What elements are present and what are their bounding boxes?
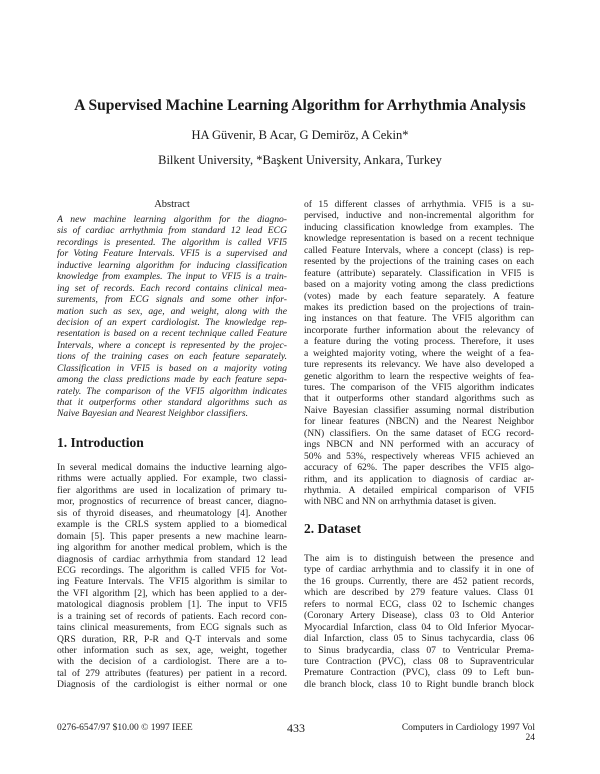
text-line: resentation is based on a recent technique called Feature: [57, 328, 287, 340]
text-line: tures. The comparison of the VFI5 algorithm indicates: [304, 382, 534, 393]
text-line: surements, from ECG signals and some other infor-: [57, 294, 287, 306]
text-line: the 16 groups. Currently, there are 452 patient records,: [304, 575, 534, 587]
text-line: rithms were actually applied. For example, two classi-: [57, 473, 287, 485]
text-line: for Voting Feature Intervals. VFI5 is a supervised and: [57, 248, 287, 260]
text-line: based on a majority voting among the class predictions: [304, 279, 534, 291]
text-line: ture Contraction (PVC), class 08 to Supraventricular: [304, 655, 534, 667]
text-line: which are described by 279 feature values. Class 01: [304, 587, 534, 599]
copyright-footer: 0276-6547/97 $10.00 © 1997 IEEE: [57, 723, 193, 733]
text-line: ing algorithm for another medical problem, which is the: [57, 542, 287, 554]
introduction-body: [57, 462, 287, 691]
text-line: mor, prognostics of recurrence of breast cancer, diagno-: [57, 496, 287, 508]
text-line: Classification in VFI5 is based on a majority voting: [57, 362, 287, 374]
text-line: (votes) made by each feature separately. A feature: [304, 290, 534, 302]
text-line: is a training set of records of patients. Each record con-: [57, 610, 287, 622]
page-number: 433: [287, 721, 305, 735]
text-line: Naive Bayesian and Nearest Neighbor classifiers.: [57, 408, 248, 420]
text-line: makes its prediction based on the projections of train-: [304, 301, 534, 313]
text-line: (Coronary Artery Disease), class 03 to Old Anterior: [304, 610, 534, 622]
text-line: rithm, and its application to diagnosis of cardiac ar-: [304, 473, 534, 485]
text-line: dial Infarction, class 05 to Sinus tachycardia, class 06: [304, 633, 534, 645]
text-line: decision of an expert cardiologist. The knowledge rep-: [57, 316, 287, 328]
text-line: with NBC and NN on arrhythmia dataset is given.: [304, 496, 497, 508]
text-line: genetic algorithm to learn the respective weights of fea-: [304, 370, 534, 382]
text-line: called Feature Intervals, where a concept (class) is rep-: [304, 244, 534, 256]
abstract-body: [57, 214, 287, 420]
text-line: ture represents its relevancy. We have also developed a: [304, 359, 534, 371]
text-line: with the decision of a cardiologist. There are a to-: [57, 656, 287, 668]
text-line: diagnosis of cardiac arrhythmia from standard 12 lead: [57, 553, 287, 565]
affiliation: Bilkent University, *Başkent University, Ankara, Turkey: [158, 153, 442, 167]
text-line: ings NBCN and NN performed with an accuracy of: [304, 439, 534, 451]
text-line: tal of 279 attributes (features) per patient in a record.: [57, 667, 287, 679]
text-line: dle branch block, class 10 to Right bundle branch block: [304, 678, 534, 690]
text-line: pervised, inductive and non-incremental algorithm for: [304, 210, 534, 222]
text-line: recordings is presented. The algorithm is called VFI5: [57, 236, 287, 248]
text-line: of 15 different classes of arrhythmia. VFI5 is a su-: [304, 199, 534, 210]
text-line: ing instances on that feature. The VFI5 algorithm can: [304, 313, 534, 325]
text-line: inducing classification knowledge from examples. The: [304, 221, 534, 233]
text-line: sis of thyroid diseases, and rheumatology [4]. Another: [57, 507, 287, 519]
text-line: QRS duration, RR, P-R and Q-T intervals and some: [57, 633, 287, 645]
text-line: In several medical domains the inductive learning algo-: [57, 462, 287, 473]
text-line: accuracy of 62%. The paper describes the VFI5 algo-: [304, 462, 534, 474]
text-line: tains clinical measurements, from ECG signals such as: [57, 622, 287, 634]
text-line: ing set of records. Each record contains clinical mea-: [57, 282, 287, 294]
paper-title: A Supervised Machine Learning Algorithm for Arrhythmia Analysis: [74, 97, 526, 114]
text-line: example is the CRLS system applied to a biomedical: [57, 519, 287, 531]
text-line: a weighted majority voting, where the weight of a fea-: [304, 347, 534, 359]
text-line: feature (attribute) separately. Classification in VFI5 is: [304, 267, 534, 279]
text-line: knowledge from examples. The input to VFI5 is a train-: [57, 271, 287, 283]
dataset-body: [304, 553, 534, 690]
dataset-heading: 2. Dataset: [304, 521, 361, 536]
text-line: that it outperforms other standard algorithms such as: [304, 393, 534, 405]
text-line: matological diagnosis problem [1]. The input to VFI5: [57, 599, 287, 611]
text-line: mation such as sex, age, and weight, along with the: [57, 305, 287, 317]
text-line: tions of the training cases on each feature separately.: [57, 351, 287, 363]
introduction-continued-body: [304, 199, 534, 508]
text-line: the VFI algorithm [2], which has been applied to a der-: [57, 587, 287, 599]
text-line: Naive Bayesian classifier assuming normal distribution: [304, 404, 534, 416]
text-line: (NN) classifiers. On the same dataset of ECG record-: [304, 427, 534, 439]
text-line: sis of cardiac arrhythmia from standard 12 lead ECG: [57, 225, 287, 237]
text-line: inductive learning algorithm for inducing classification: [57, 259, 287, 271]
text-line: among the class predictions made by each feature sepa-: [57, 374, 287, 386]
text-line: Intervals, where a concept is represented by the projec-: [57, 339, 287, 351]
text-line: to Sinus bradycardia, class 07 to Ventricular Prema-: [304, 644, 534, 656]
text-line: ing Feature Intervals. The VFI5 algorithm is similar to: [57, 576, 287, 588]
text-line: The aim is to distinguish between the presence and: [304, 553, 534, 564]
text-line: resented by the projections of the training cases on each: [304, 256, 534, 268]
text-line: A new machine learning algorithm for the diagno-: [57, 214, 287, 225]
text-line: rhythmia. A detailed empirical comparison of VFI5: [304, 484, 534, 496]
text-line: Premature Contraction (PVC), class 09 to Left bun-: [304, 667, 534, 679]
abstract-heading: Abstract: [154, 199, 190, 210]
text-line: Diagnosis of the cardiologist is either normal or one: [57, 679, 287, 691]
text-line: domain [5]. This paper presents a new machine learn-: [57, 530, 287, 542]
text-line: that it outperforms other standard algorithms such as: [57, 397, 287, 408]
text-line: for linear features (NBCN) and the Nearest Neighbor: [304, 416, 534, 428]
author-list: HA Güvenir, B Acar, G Demiröz, A Cekin*: [191, 128, 409, 142]
text-line: refers to normal ECG, class 02 to Ischemic changes: [304, 598, 534, 610]
text-line: ECG recordings. The algorithm is called VFI5 for Vot-: [57, 564, 287, 576]
text-line: a feature during the voting process. Therefore, it uses: [304, 336, 534, 348]
text-line: rately. The comparison of the VFI5 algorithm indicates: [57, 385, 287, 397]
text-line: Myocardial Infarction, class 04 to Old Inferior Myocar-: [304, 621, 534, 633]
text-line: type of cardiac arrhythmia and to classify it in one of: [304, 564, 534, 576]
introduction-heading: 1. Introduction: [57, 435, 144, 450]
text-line: fier algorithms are used in localization of primary tu-: [57, 484, 287, 496]
text-line: 50% and 53%, respectively whereas VFI5 achieved an: [304, 450, 534, 462]
journal-footer: Computers in Cardiology 1997 Vol 24: [401, 723, 535, 743]
text-line: incorporate further information about the relevancy of: [304, 324, 534, 336]
text-line: knowledge representation is based on a recent technique: [304, 233, 534, 245]
text-line: other information such as sex, age, weight, together: [57, 645, 287, 656]
